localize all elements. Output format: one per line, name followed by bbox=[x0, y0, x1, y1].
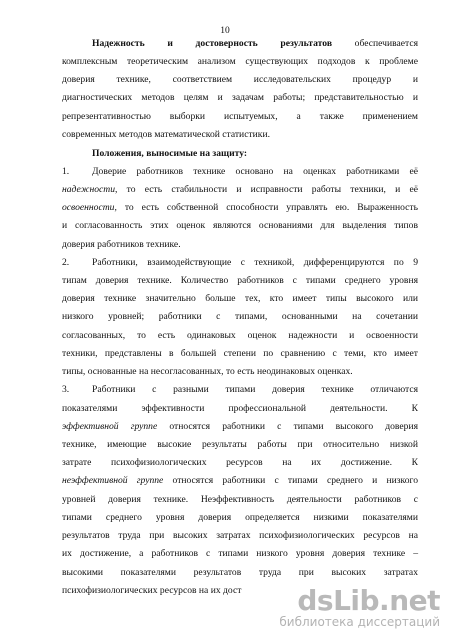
item3-line-10: их достижение, а работников с типами низкого уровня доверия технике – bbox=[62, 548, 418, 559]
item1-italic-mastery: освоенности, bbox=[62, 202, 117, 213]
item1-line-1: Доверие работников технике основано на оценках работниками её bbox=[92, 166, 418, 177]
watermark-subtitle: библиотека диссертаций bbox=[279, 615, 440, 629]
para1-line-4: диагностических методов целям и задачам работы; представительностью и bbox=[62, 92, 418, 103]
item3-line-5: затрате психофизиологических ресурсов на их достижение. К bbox=[62, 457, 418, 468]
section-heading bbox=[92, 148, 418, 160]
item3-line-12: психофизиологических ресурсов на их дост bbox=[62, 585, 242, 596]
item1-line-2-rest: , то есть стабильности и исправности работы техники, и её bbox=[115, 184, 418, 195]
item3-line-2: показателями эффективности профессиональной деятельности. К bbox=[62, 403, 418, 414]
item3-line-6 bbox=[62, 475, 418, 487]
para1-line-3: доверия технике, соответствием исследовательских процедур и bbox=[62, 74, 418, 85]
para1-line-5: репрезентативностью выборки испытуемых, а также применением bbox=[62, 111, 418, 122]
item2-line-4: низкого уровней; работники с типами, основанными на сочетании bbox=[62, 311, 418, 322]
item1-line-3 bbox=[62, 202, 418, 214]
item3-line-4: технике, имеющие высокие результаты работы при относительно низкой bbox=[62, 439, 418, 450]
section-heading-text: Положения, выносимые на защиту: bbox=[92, 148, 248, 159]
item3-line-7: уровней доверия технике. Неэффективность деятельности работников с bbox=[62, 494, 418, 505]
item2-line-2: типам доверия технике. Количество работников с типами среднего уровня bbox=[62, 275, 418, 286]
item3-italic-ineffective-group: неэффективной группе bbox=[62, 475, 164, 486]
item3-italic-effective-group: эффективной группе bbox=[62, 421, 158, 432]
item3-line-8: типами среднего уровня доверия определяется низкими показателями bbox=[62, 512, 418, 523]
item2-line-3: доверия технике значительно больше тех, кто имеет типы высокого или bbox=[62, 293, 418, 304]
item3-line-9: результатов труда при высоких затратах психофизиологических ресурсов на bbox=[62, 530, 418, 541]
para1-line-1 bbox=[92, 38, 418, 50]
item2-line-7: типы, основанные на несогласованных, то есть неодинаковых оценках. bbox=[62, 366, 353, 377]
para1-line-2: комплексным теоретическим анализом существующих подходов к проблеме bbox=[62, 56, 418, 67]
watermark-logo: dsLib.net bbox=[297, 584, 440, 617]
item1-line-4: и согласованность этих оценок являются основаниями для выделения типов bbox=[62, 220, 418, 231]
item1-line-5: доверия работников технике. bbox=[62, 239, 181, 250]
page-number: 10 bbox=[220, 26, 230, 36]
item1-line-3-rest: то есть собственной способности управлять ею. Выраженность bbox=[116, 202, 418, 213]
item2-line-6: техники, представлены в большей степени по сравнению с теми, кто имеет bbox=[62, 348, 418, 359]
para1-bold-head: Надежность и достоверность результатов bbox=[92, 38, 332, 49]
item1-number: 1. bbox=[62, 166, 70, 177]
item3-line-3-rest: относятся работники с типами высокого доверия bbox=[157, 421, 418, 432]
item2-line-1: Работники, взаимодействующие с техникой, дифференцируются по 9 bbox=[92, 257, 418, 268]
item2-number: 2. bbox=[62, 257, 70, 268]
item3-line-1: Работники с разными типами доверия технике отличаются bbox=[92, 384, 418, 395]
item3-line-11: высокими показателями результатов труда при высоких затратах bbox=[62, 567, 418, 578]
item3-number: 3. bbox=[62, 384, 70, 395]
item1-line-2 bbox=[62, 184, 418, 196]
para1-line-6: современных методов математической статистики. bbox=[62, 129, 270, 140]
watermark bbox=[279, 584, 440, 629]
item2-line-5: согласованных, то есть одинаковых оценок надежности и освоенности bbox=[62, 330, 418, 341]
item1-italic-reliability: надежности bbox=[62, 184, 116, 195]
item3-line-6-rest: относятся работники с типами среднего и низкого bbox=[163, 475, 418, 486]
item3-line-3 bbox=[62, 421, 418, 433]
para1-first-line-rest: обеспечивается bbox=[354, 38, 418, 49]
